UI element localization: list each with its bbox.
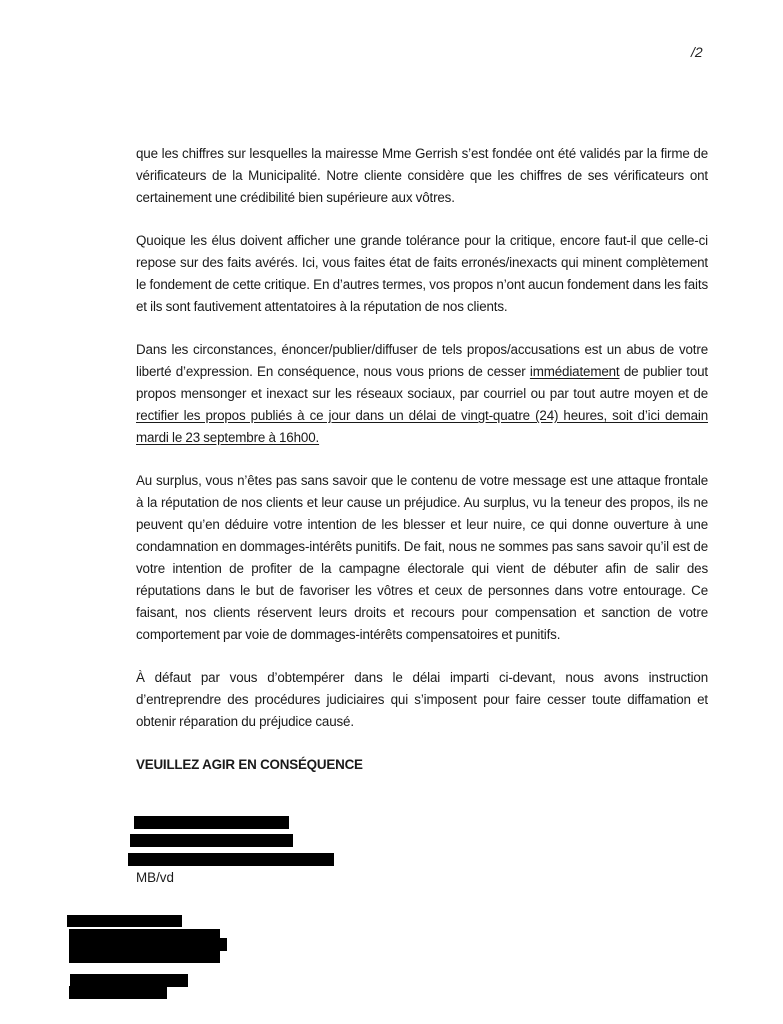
- redaction-recipient-line-1: [67, 915, 182, 927]
- paragraph-legal-action: [136, 667, 708, 733]
- redaction-recipient-line-2b: [210, 938, 227, 951]
- underlined-deadline: rectifier les propos publiés à ce jour dans un délai de vingt-quatre (24) heures, soit d’ici demain mardi le 23 septembre à 16h00.: [136, 408, 708, 445]
- paragraph-damages: [136, 470, 708, 646]
- paragraph-text: Quoique les élus doivent afficher une grande tolérance pour la critique, encore faut-il que celle-ci repose sur des faits avérés. Ici, vous faites état de faits erronés/inexacts qui minent complètement le fondement de cette critique. En d’autres termes, vos propos n’ont aucun fondement dans les faits et ils sont fautivement attentatoires à la réputation de nos clients.: [136, 233, 708, 314]
- paragraph-text: de publier tout propos mensonger et inexact sur les réseaux sociaux, par courriel ou par tout autre moyen et de: [136, 364, 708, 401]
- reference-initials: MB/vd: [136, 870, 174, 885]
- underlined-immediately: immédiatement: [529, 364, 620, 379]
- paragraph-text: que les chiffres sur lesquelles la mairesse Mme Gerrish s’est fondée ont été validés par la firme de vérificateurs de la Municipalité. Notre cliente considère que les chiffres de ses vérificateurs ont certainement une crédibilité bien supérieure aux vôtres.: [136, 146, 708, 205]
- paragraph-criticism: [136, 230, 708, 318]
- closing-statement: VEUILLEZ AGIR EN CONSÉQUENCE: [136, 757, 363, 772]
- paragraph-verification: [136, 143, 708, 209]
- redaction-signature-line-2: [130, 834, 293, 847]
- redaction-signature-line-1: [134, 816, 289, 829]
- paragraph-text: À défaut par vous d’obtempérer dans le délai imparti ci-devant, nous avons instruction d’entreprendre des procédures judiciaires qui s’imposent pour faire cesser toute diffamation et obtenir réparation du préjudice causé.: [136, 670, 708, 729]
- paragraph-text: Au surplus, vous n’êtes pas sans savoir que le contenu de votre message est une attaque frontale à la réputation de nos clients et leur cause un préjudice. Au surplus, vu la teneur des propos, ils ne peuvent qu’en déduire votre intention de les blesser et leur nuire, ce qui donne ouverture à une condamnation en dommages-intérêts punitifs. De fait, nous ne sommes pas sans savoir qu’il est de votre intention de profiter de la campagne électorale qui vient de débuter afin de salir des réputations dans le but de favoriser les vôtres et ceux de personnes dans votre entourage. Ce faisant, nos clients réservent leurs droits et recours pour compensation et sanction de votre comportement par voie de dommages-intérêts compensatoires et punitifs.: [136, 473, 708, 642]
- redaction-recipient-line-2: [69, 929, 220, 963]
- paragraph-demand: [136, 339, 708, 449]
- page-number: /2: [691, 44, 703, 60]
- paragraph-text: Dans les circonstances, énoncer/publier/diffuser de tels propos/accusations est un abus de votre liberté d’expression. En conséquence, nous vous prions de cesser: [136, 342, 708, 379]
- letter-body: [136, 143, 708, 776]
- redaction-signature-line-3: [128, 853, 334, 866]
- redaction-recipient-line-4: [69, 986, 167, 999]
